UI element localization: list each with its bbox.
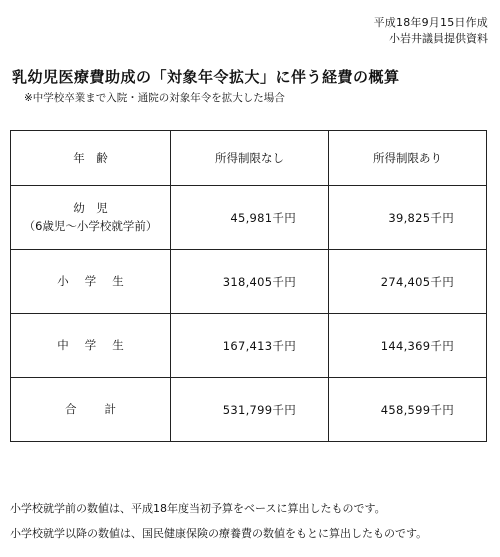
- cost-with-limit: 144,369千円: [329, 314, 487, 378]
- footnote-preschool: 小学校就学前の数値は、平成18年度当初予算をベースに算出したものです。: [10, 502, 386, 515]
- creation-date: 平成18年9月15日作成: [373, 16, 488, 29]
- age-label: 小学生: [57, 273, 140, 288]
- cost-with-limit: 274,405千円: [329, 250, 487, 314]
- age-cell: [11, 378, 171, 442]
- header-with-income-limit: 所得制限あり: [329, 131, 487, 186]
- age-cell: [11, 250, 171, 314]
- cost-no-limit: 167,413千円: [171, 314, 329, 378]
- table-row: [11, 314, 487, 378]
- table-row-total: [11, 378, 487, 442]
- total-with-limit: 458,599千円: [329, 378, 487, 442]
- cost-table: [10, 130, 487, 442]
- age-sublabel: （6歳児～小学校就学前）: [23, 218, 158, 233]
- table-row: [11, 250, 487, 314]
- footnote-school: 小学校就学以降の数値は、国民健康保険の療養費の数値をもとに算出したものです。: [10, 527, 428, 540]
- age-cell: [11, 186, 171, 250]
- document-note: ※中学校卒業まで入院・通院の対象年令を拡大した場合: [24, 92, 285, 104]
- cost-no-limit: 45,981千円: [171, 186, 329, 250]
- cost-no-limit: 318,405千円: [171, 250, 329, 314]
- total-label: 合計: [65, 401, 144, 416]
- header-age: 年 齢: [11, 131, 171, 186]
- header-no-income-limit: 所得制限なし: [171, 131, 329, 186]
- total-no-limit: 531,799千円: [171, 378, 329, 442]
- age-cell: [11, 314, 171, 378]
- document-title: 乳幼児医療費助成の「対象年令拡大」に伴う経費の概算: [12, 68, 400, 86]
- table-row: [11, 186, 487, 250]
- table-header-row: [11, 131, 487, 186]
- cost-with-limit: 39,825千円: [329, 186, 487, 250]
- age-label: 中学生: [57, 337, 140, 352]
- document-source: 小岩井議員提供資料: [389, 32, 488, 45]
- age-label: 幼 児: [73, 200, 108, 215]
